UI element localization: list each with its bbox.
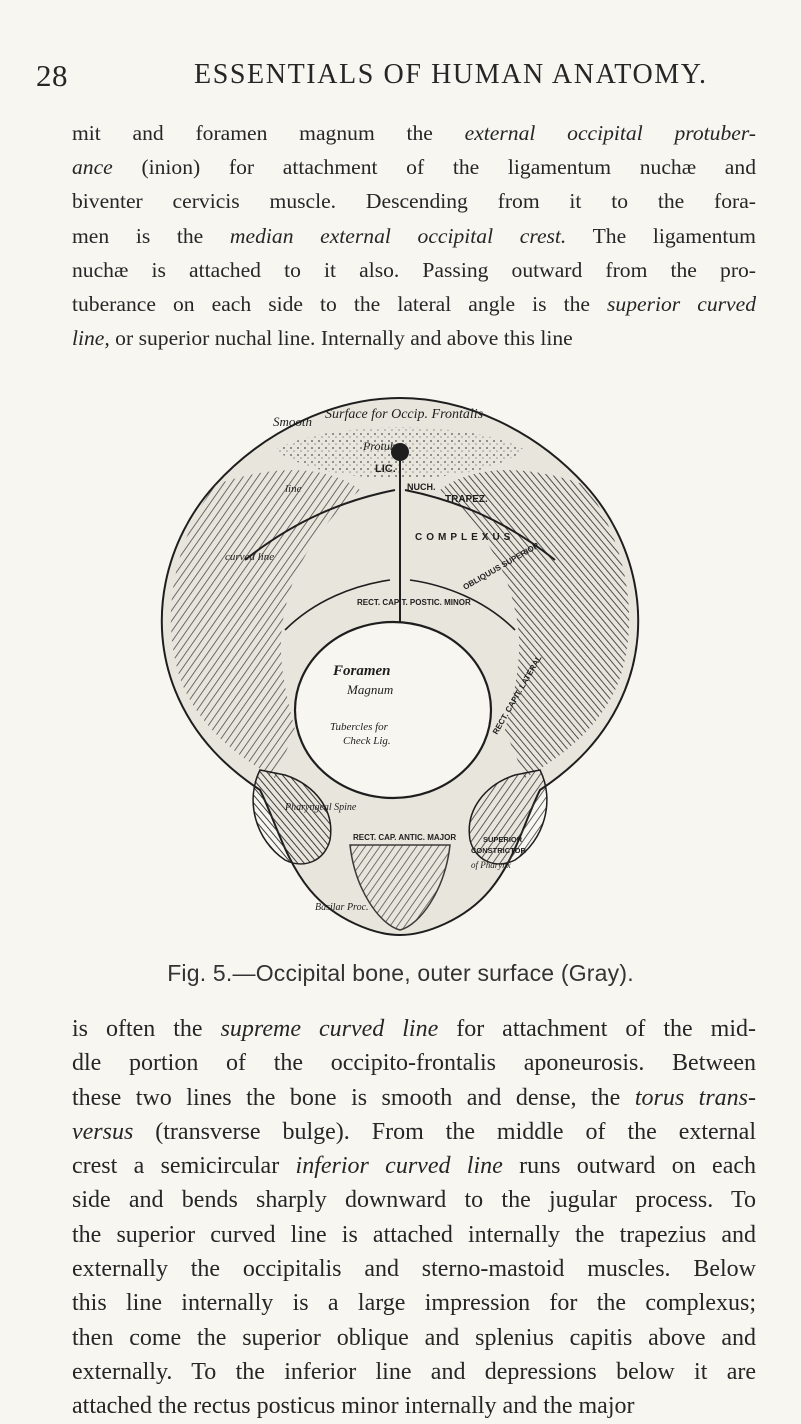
text-line: men is the median external occipital crest. The ligamentum (72, 223, 756, 248)
text-line: ance (inion) for attachment of the ligamentum nuchæ and (72, 155, 756, 180)
label-check-lig: Check Lig. (343, 735, 391, 747)
text-line: is often the supreme curved line for attachment of the mid- (72, 1016, 757, 1042)
page-number: 28 (36, 58, 68, 93)
label-pharyngeal: Pharyngeal Spine (285, 802, 357, 813)
label-rect-ant: RECT. CAP. ANTIC. MAJOR (353, 833, 457, 842)
top-paragraph (72, 116, 756, 355)
label-curved-line: curved line (225, 551, 275, 563)
occipital-bone-illustration (135, 390, 665, 940)
label-tubercles: Tubercles for (330, 721, 388, 733)
bottom-paragraph (72, 1012, 756, 1424)
figure-caption: Fig. 5.—Occipital bone, outer surface (Gray). (167, 960, 634, 986)
text-line: tuberance on each side to the lateral angle is the superior curved (72, 292, 756, 317)
label-rect-cap: RECT. CAPIT. POSTIC. MINOR (357, 598, 471, 607)
text-line: biventer cervicis muscle. Descending from it to the fora- (72, 189, 756, 214)
text-line: the superior curved line is attached internally the trapezius and (72, 1221, 756, 1248)
label-trapez: TRAPEZ. (445, 494, 488, 505)
label-magnum: Magnum (347, 682, 394, 697)
text-line: side and bends sharply downward to the jugular process. To (72, 1187, 756, 1214)
text-line: nuchæ is attached to it also. Passing outward from the pro- (72, 257, 756, 282)
label-pharynx: of Pharynx (471, 860, 511, 870)
label-surface: Surface for Occip. Frontalis (325, 407, 484, 422)
text-line: line, or superior nuchal line. Internally and above this line (72, 326, 573, 351)
text-line: externally the occipitalis and sterno-mastoid muscles. Below (72, 1256, 756, 1283)
text-line: crest a semicircular inferior curved line runs outward on each (72, 1153, 757, 1180)
text-line: attached the rectus posticus minor internally and the major (72, 1393, 635, 1420)
label-smooth: Smooth (273, 414, 312, 429)
label-foramen: Foramen (333, 663, 391, 679)
label-line: line (285, 483, 302, 495)
page-header (36, 58, 765, 108)
running-head: ESSENTIALS OF HUMAN ANATOMY. (194, 59, 708, 90)
text-line: these two lines the bone is smooth and dense, the torus trans- (72, 1084, 757, 1111)
label-nuch: NUCH. (407, 482, 436, 492)
text-line: externally. To the inferior line and depressions below it are (72, 1358, 756, 1385)
text-line: versus (transverse bulge). From the middle of the external (72, 1118, 756, 1145)
text-line: mit and foramen magnum the external occipital protuber- (72, 121, 756, 145)
label-sup-constrictor-1: SUPERIOR (483, 835, 523, 844)
label-rect-lat: RECT. CAPIT. LATERAL (490, 653, 544, 736)
label-sup-constrictor-2: CONSTRICTOR (471, 846, 526, 855)
label-obliqus: OBLIQUUS SUPERIOR (461, 540, 541, 592)
label-complexus: COMPLEXUS (415, 532, 515, 543)
text-line: dle portion of the occipito-frontalis aponeurosis. Between (72, 1050, 756, 1077)
foramen-magnum (295, 622, 491, 798)
label-lic: LIC. (375, 463, 396, 475)
text-line: then come the superior oblique and splenius capitis above and (72, 1324, 756, 1351)
label-basilar: Basilar Proc. (315, 902, 369, 913)
label-protub: Protub. (363, 439, 399, 453)
occipital-bone-figure (135, 390, 665, 940)
text-line: this line internally is a large impression for the complexus; (72, 1290, 756, 1317)
